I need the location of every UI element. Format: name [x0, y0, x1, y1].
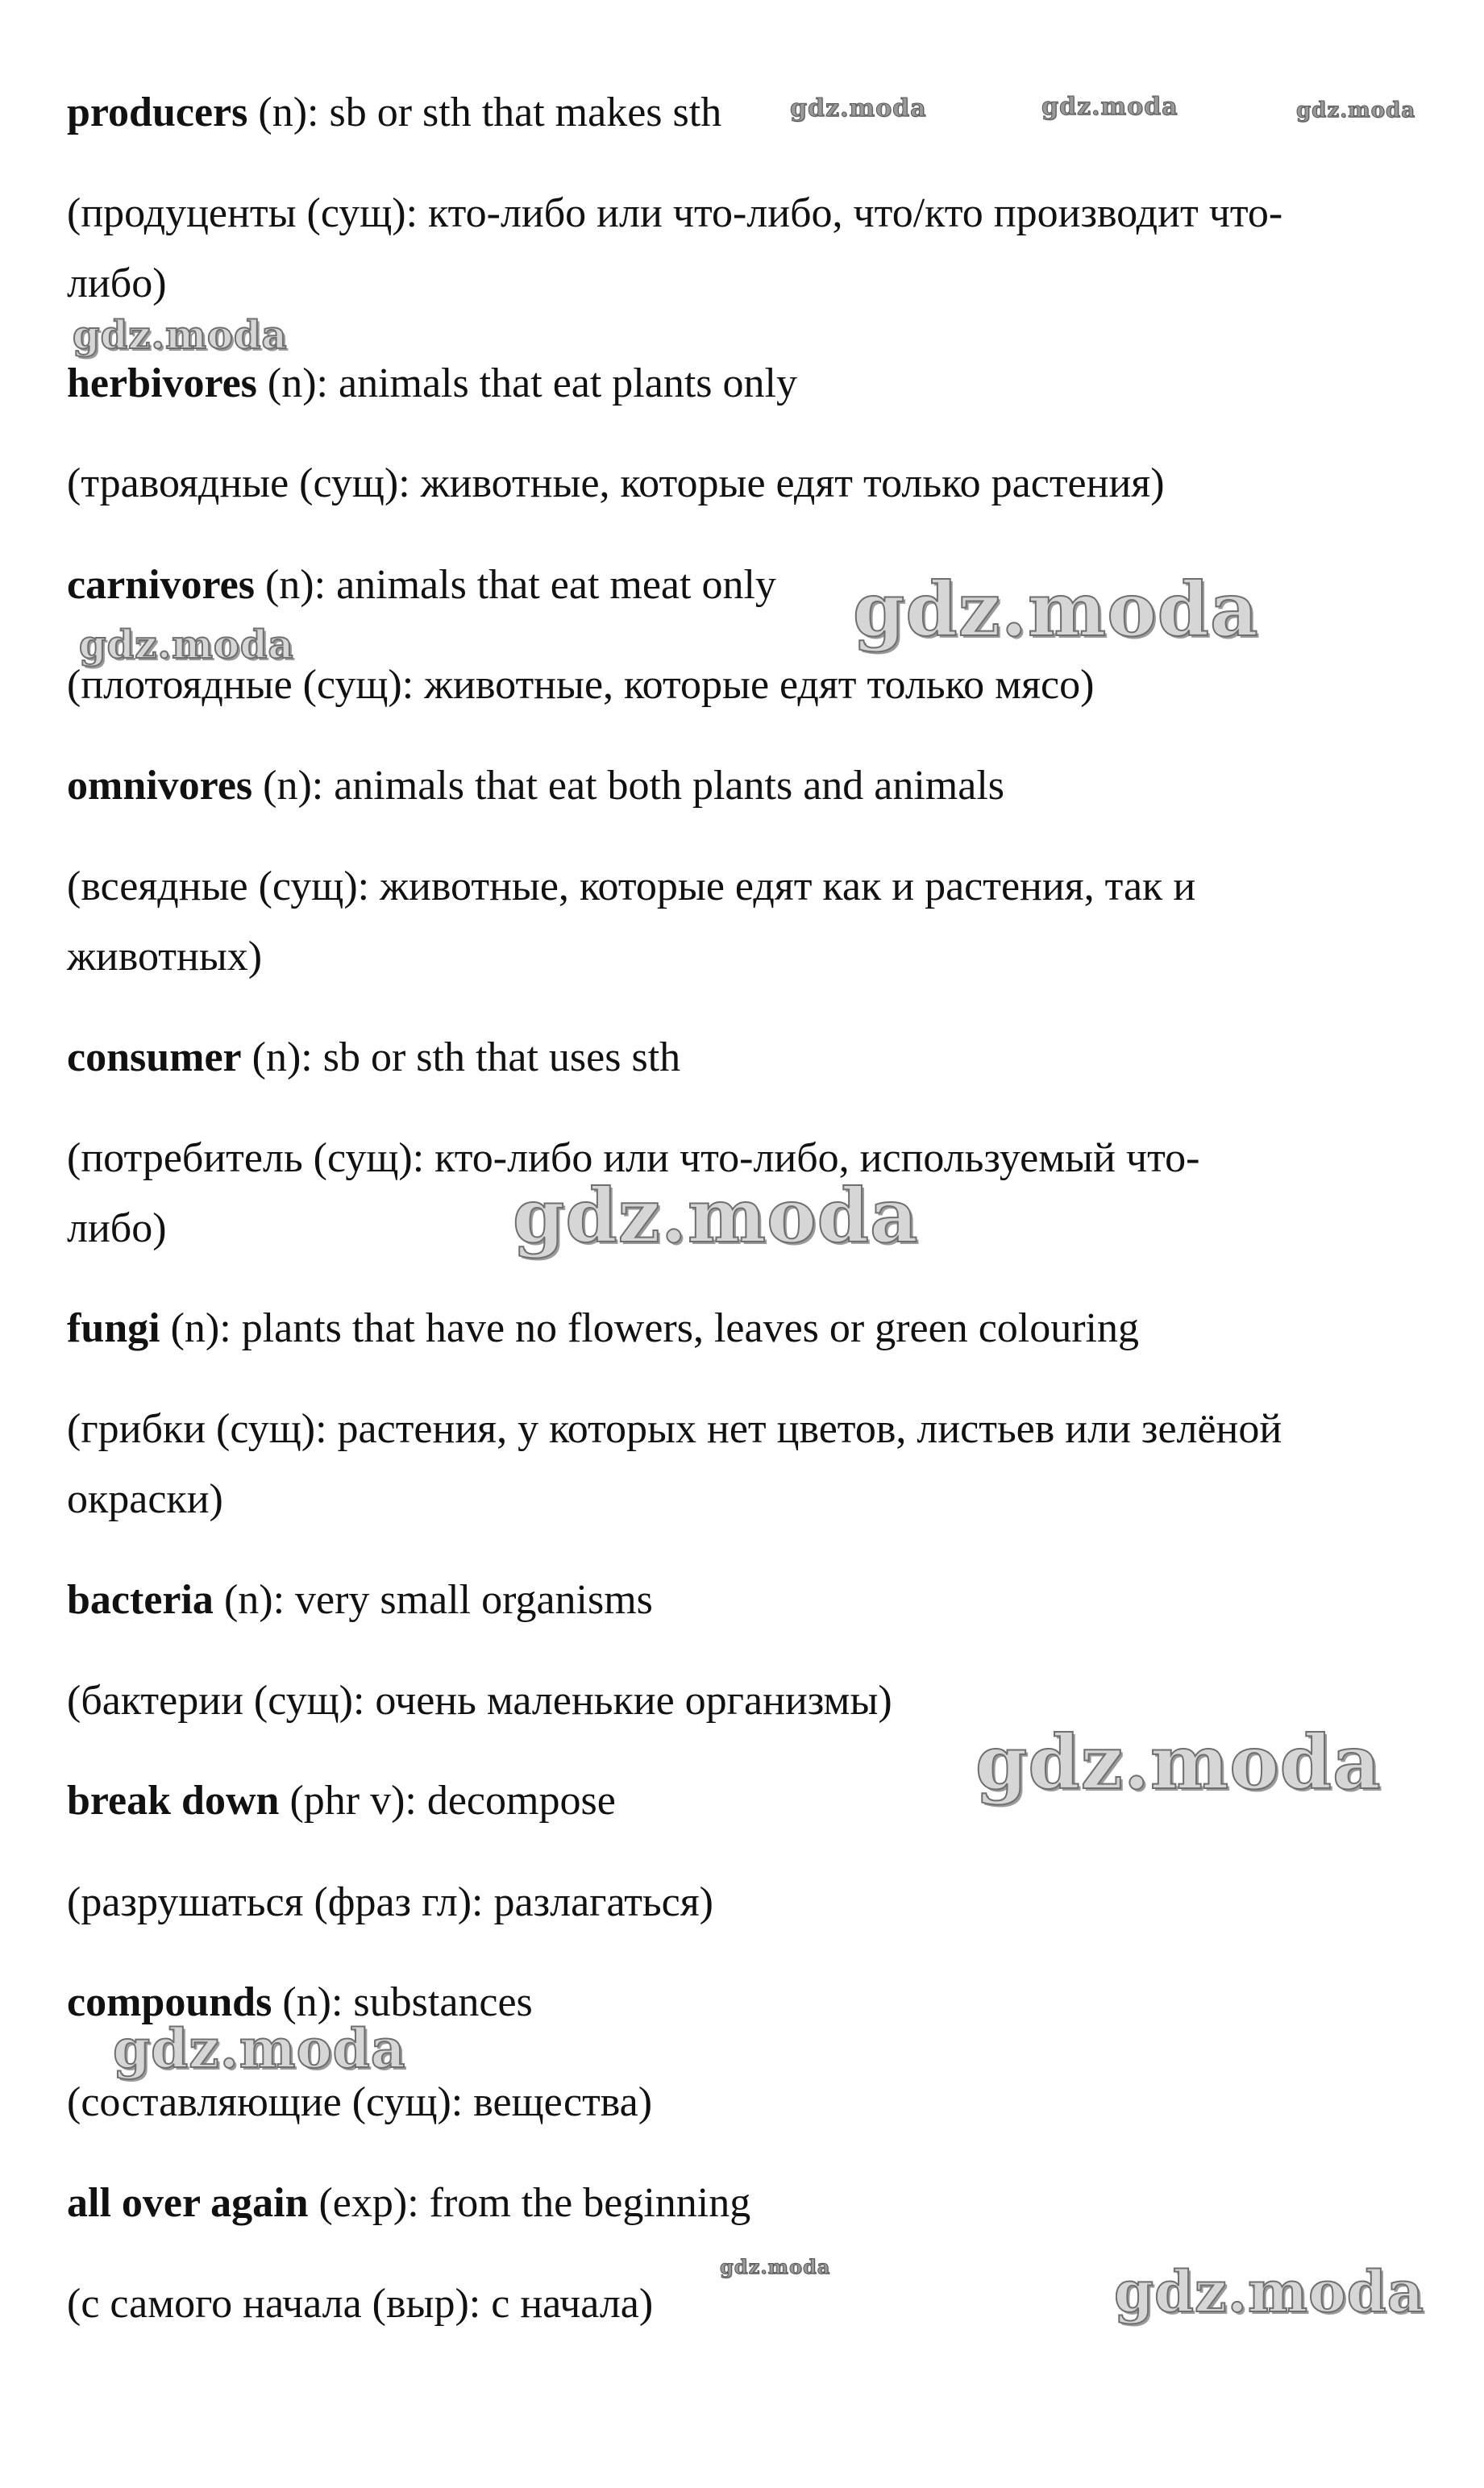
- watermark: gdz.moda: [1114, 2258, 1425, 2325]
- term: carnivores: [67, 562, 255, 608]
- term: break down: [67, 1778, 280, 1824]
- term: consumer: [67, 1034, 242, 1080]
- term-line: [67, 762, 1004, 810]
- translation-line: (грибки (сущ): растения, у которых нет цветов, листьев или зелёной: [67, 1406, 1282, 1452]
- term: producers: [67, 89, 248, 135]
- watermark: gdz.moda: [790, 94, 927, 123]
- term: herbivores: [67, 360, 257, 406]
- watermark: gdz.moda: [720, 2255, 831, 2278]
- term-line: [67, 1034, 680, 1082]
- translation-line: животных): [67, 934, 263, 980]
- term-line: [67, 89, 721, 137]
- translation-line: либо): [67, 1205, 167, 1251]
- watermark: gdz.moda: [513, 1172, 919, 1259]
- term-line: [67, 561, 776, 610]
- watermark: gdz.moda: [73, 313, 288, 358]
- term-line: [67, 2179, 750, 2228]
- watermark: gdz.moda: [1296, 98, 1416, 123]
- translation-line: либо): [67, 260, 167, 306]
- definition: (n): animals that eat both plants and animals: [252, 763, 1005, 809]
- definition: (phr v): decompose: [279, 1778, 616, 1824]
- translation-line: (всеядные (сущ): животные, которые едят как и растения, так и: [67, 863, 1196, 909]
- term: fungi: [67, 1305, 160, 1351]
- watermark: gdz.moda: [113, 2017, 406, 2080]
- translation-line: (травоядные (сущ): животные, которые едят только растения): [67, 460, 1165, 506]
- term: compounds: [67, 1979, 272, 2025]
- translation-line: (с самого начала (выр): с начала): [67, 2281, 654, 2327]
- definition: (n): sb or sth that makes sth: [247, 89, 722, 135]
- watermark: gdz.moda: [975, 1719, 1382, 1806]
- term: omnivores: [67, 763, 253, 809]
- definition: (exp): from the beginning: [308, 2180, 751, 2226]
- definition: (n): sb or sth that uses sth: [241, 1034, 681, 1080]
- term-line: [67, 360, 797, 408]
- term-line: [67, 1576, 653, 1625]
- watermark: gdz.moda: [1041, 93, 1178, 121]
- term-line: [67, 1777, 616, 1825]
- term-line: [67, 1304, 1139, 1353]
- term: all over again: [67, 2180, 309, 2226]
- translation-line: (бактерии (сущ): очень маленькие организмы): [67, 1678, 892, 1724]
- watermark: gdz.moda: [853, 566, 1259, 653]
- definition: (n): animals that eat plants only: [256, 360, 797, 406]
- translation-line: (плотоядные (сущ): животные, которые едят только мясо): [67, 662, 1095, 708]
- definition: (n): animals that eat meat only: [254, 562, 776, 608]
- translation-line: (потребитель (сущ): кто-либо или что-либо, используемый что-: [67, 1135, 1200, 1181]
- watermark: gdz.moda: [79, 622, 294, 668]
- definition: (n): substances: [272, 1979, 533, 2025]
- translation-line: (разрушаться (фраз гл): разлагаться): [67, 1879, 713, 1925]
- translation-line: (составляющие (сущ): вещества): [67, 2079, 653, 2125]
- definition: (n): very small organisms: [213, 1577, 653, 1623]
- translation-line: (продуценты (сущ): кто-либо или что-либо, что/кто производит что-: [67, 190, 1283, 236]
- definition: (n): plants that have no flowers, leaves or green colouring: [160, 1305, 1139, 1351]
- term: bacteria: [67, 1577, 214, 1623]
- translation-line: окраски): [67, 1476, 223, 1522]
